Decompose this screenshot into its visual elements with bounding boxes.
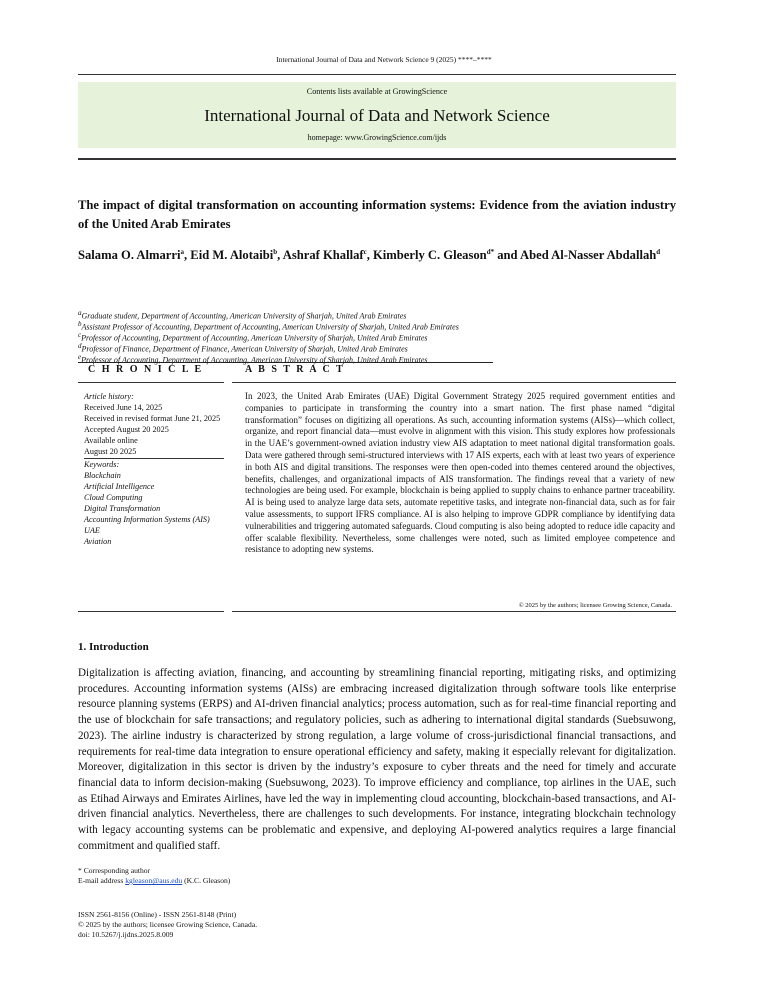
keyword: UAE [84, 526, 100, 535]
top-divider [78, 74, 676, 75]
history-item: Available online [84, 436, 138, 445]
email-link[interactable]: kgleason@aus.edu [125, 876, 183, 885]
history-item: Received June 14, 2025 [84, 403, 163, 412]
article-title: The impact of digital transformation on accounting information systems: Evidence from the aviation industry of the United Arab Emirates [78, 198, 676, 231]
chronicle-heading: C H R O N I C L E [88, 364, 204, 375]
author-name: Kimberly C. Gleason [372, 248, 487, 263]
section-heading: 1. Introduction [78, 641, 149, 653]
keyword: Artificial Intelligence [84, 482, 155, 491]
history-label: Article history: [84, 392, 134, 401]
journal-banner [78, 82, 676, 148]
keyword: Digital Transformation [84, 504, 161, 513]
email-label: E-mail address [78, 876, 124, 885]
journal-title: International Journal of Data and Network Science [204, 106, 550, 125]
keyword: Cloud Computing [84, 493, 143, 502]
author-affiliation-mark: d* [486, 248, 495, 256]
affiliation-text: Professor of Accounting, Department of Accounting, American University of Sharjah, United Arab Emirates [81, 333, 428, 343]
footer-copyright: © 2025 by the authors; licensee Growing Science, Canada. [78, 920, 258, 929]
author-name: Eid M. Alotaibi [190, 248, 274, 263]
author-affiliation-mark: b [273, 248, 278, 256]
author-name: Ashraf Khallaf [282, 248, 364, 263]
keywords [84, 459, 224, 547]
author-name: Abed Al-Nasser Abdallah [520, 248, 657, 263]
abstract-bottom-divider [232, 611, 676, 612]
affiliation-mark: b [78, 320, 82, 328]
abstract-copyright: © 2025 by the authors; licensee Growing Science, Canada. [518, 602, 672, 609]
banner-divider [78, 158, 676, 160]
history-item: August 20 2025 [84, 447, 137, 456]
journal-homepage: homepage: www.GrowingScience.com/ijds [307, 133, 447, 142]
chronicle-bottom-divider [78, 611, 224, 612]
affiliation-text: Graduate student, Department of Accounting, American University of Sharjah, United Arab Emirates [81, 311, 407, 321]
affiliation-mark: c [78, 331, 82, 339]
keywords-label: Keywords: [84, 460, 120, 469]
abstract-heading: A B S T R A C T [245, 364, 345, 375]
email-line [78, 876, 230, 886]
author-connector: and [497, 248, 518, 263]
history-item: Received in revised format June 21, 2025 [84, 414, 221, 423]
corresponding-label: * Corresponding author [78, 866, 151, 875]
keyword: Aviation [84, 537, 112, 546]
affiliation-mark: d [78, 342, 82, 350]
contents-available-line: Contents lists available at GrowingScience [306, 87, 448, 96]
author-affiliation-mark: c [363, 248, 367, 256]
issn-line: ISSN 2561-8156 (Online) - ISSN 2561-8148 (Print) [78, 910, 237, 919]
email-owner: (K.C. Gleason) [184, 876, 231, 885]
history-item: Accepted August 20 2025 [84, 425, 169, 434]
affiliation-mark: e [78, 353, 82, 361]
affiliation-text: Professor of Finance, Department of Finance, American University of Sharjah, United Arab Emirates [81, 344, 408, 354]
chronicle-divider [78, 382, 224, 383]
doi-line: doi: 10.5267/j.ijdns.2025.8.009 [78, 930, 174, 939]
introduction-text: Digitalization is affecting aviation, financing, and accounting by streamlining financial reporting, mitigating risks, and optimizing procedures. Accounting information systems (AISs) are embracing increased digitalization through software tools like enterprise resource planning systems (ERPS) and AI-driven financial analytics; process automation, such as for real-time financial reporting and the use of blockchain for safe transactions; and regulatory policies, such as adhering to international digital standards (Suebsuwong, 2023). The airline industry is characterized by strong regulation, a large volume of cross-jurisdictional financial transactions, and requirements for real-time data integration to ensure operational efficiency and safety, making it especially relevant for digitalization. Moreover, digitalization in this sector is driven by the industry’s exposure to cyber threats and the need for timely and accurate financial data to inform decision-making (Suebsuwong, 2023). To improve efficiency and compliance, top airlines in the UAE, such as Etihad Airways and Emirates Airlines, have led the way in implementing cloud accounting, blockchain-based transactions, and AI-driven financial analytics. Nevertheless, there are challenges to such developments. For instance, integrating blockchain technology with legacy accounting systems can be problematic and expensive, and deploying AI-powered analytics requires a large financial commitment and qualified staff. [78, 667, 676, 852]
author-affiliation-mark: a [180, 248, 184, 256]
abstract-divider [232, 382, 676, 383]
affiliation-text: Professor of Accounting, Department of Accounting, American University of Sharjah, United Arab Emirates [81, 355, 428, 365]
affiliation-text: Assistant Professor of Accounting, Department of Accounting, American University of Sharjah, United Arab Emirates [81, 322, 459, 332]
journal-citation-line: International Journal of Data and Network Science 9 (2025) ****–**** [276, 55, 492, 64]
author-affiliation-mark: d [656, 248, 661, 256]
keyword: Accounting Information Systems (AIS) [84, 515, 210, 524]
article-history [84, 391, 224, 547]
corresponding-footnote [78, 866, 230, 886]
author-name: Salama O. Almarri [78, 248, 181, 263]
affiliation-mark: a [78, 309, 82, 317]
author-list: Salama O. Almarri$^a$, Eid M. Alotaibi$^b$, Ashraf Khallaf$^c$, Kimberly C. Gleason$^{d*}$ and Abed Al-Nasser Abdallah$^d$ [78, 248, 661, 263]
keyword: Blockchain [84, 471, 121, 480]
page-footer [78, 910, 257, 940]
abstract-text: In 2023, the United Arab Emirates (UAE) Digital Government Strategy 2025 required government entities and companies to participate in transforming the country into a smart nation. The first phase named “digital transformation” focuses on digitizing all operations. As such, accounting information systems (AISs)—which collect, organize, and report financial data—must evolve in alignment with this vision. This study explores how professionals in the UAE’s government-owned aviation industry view AIS adaptation to meet national digital transformation goals. Data were gathered through semi-structured interviews with 17 AIS experts, each with at least two years of experience in both AIS and digital transitions. The responses were then open-coded into themes centered around the objectives, benefits, challenges, and organizational impacts of AIS transformation. The findings reveal that a variety of new technologies are being used. For example, blockchain is being applied to supply chains to enhance partner traceability. AI is being used to analyze large data sets, automate repetitive tasks, and integrate non-financial data, such as for fair value assessments, to support IFRS compliance. AI is also helping to improve GDPR compliance by identifying data vulnerabilities and triggering automated safeguards. Cloud computing is also being adopted to reduce idle capacity and offer scalable flexibility. Nevertheless, some challenges were noted, such as limited employee competence and resistance to adopting new systems. [245, 391, 675, 555]
